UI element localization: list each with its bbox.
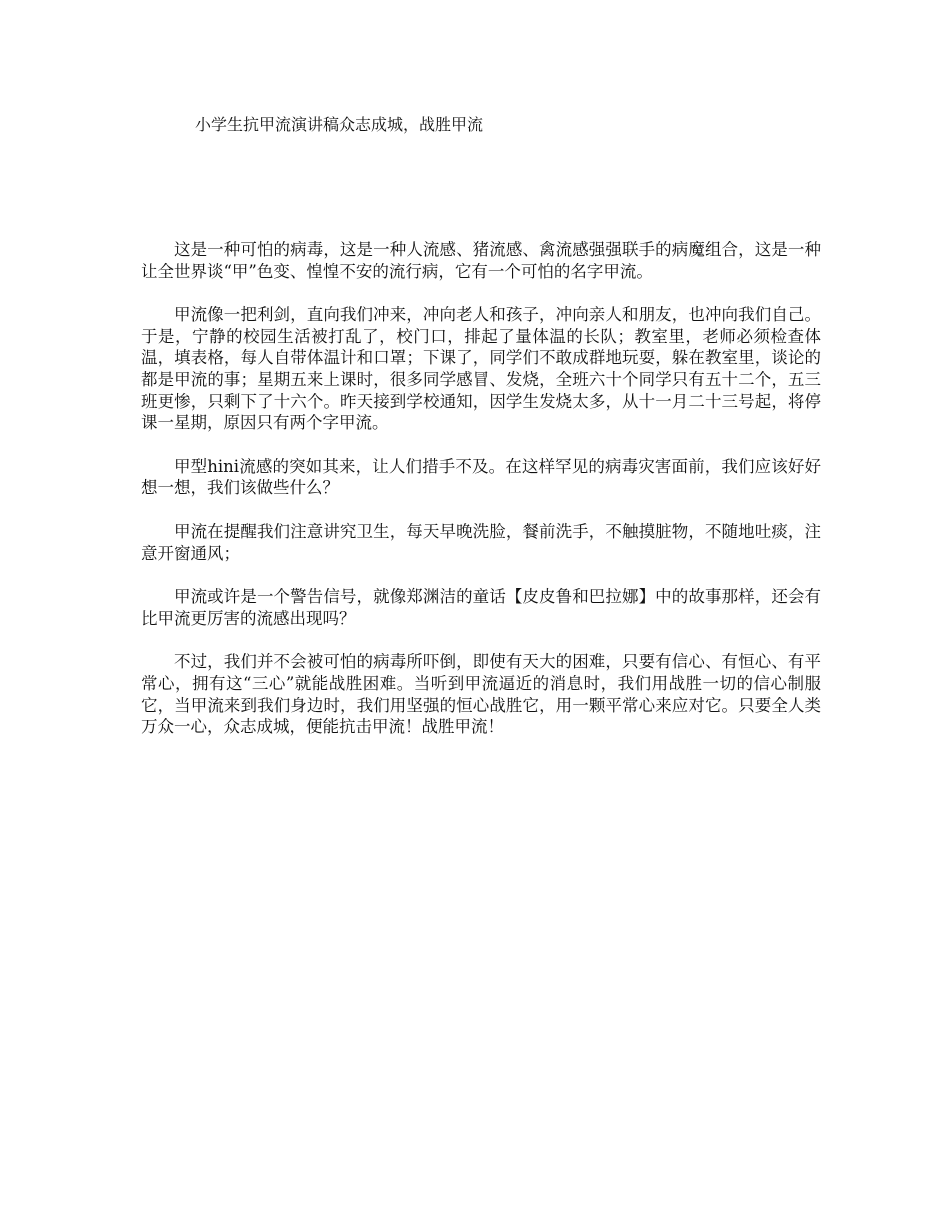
paragraph: 甲型hini流感的突如其来，让人们措手不及。在这样罕见的病毒灾害面前，我们应该好好想一想，我们该做些什么？ [141, 456, 821, 498]
paragraph: 甲流像一把利剑，直向我们冲来，冲向老人和孩子，冲向亲人和朋友，也冲向我们自己。于是，宁静的校园生活被打乱了，校门口，排起了量体温的长队；教室里，老师必须检查体温，填表格，每人自带体温计和口罩；下课了，同学们不敢成群地玩耍，躲在教室里，谈论的都是甲流的事；星期五来上课时，很多同学感冒、发烧，全班六十个同学只有五十二个，五三班更惨，只剩下了十六个。昨天接到学校通知，因学生发烧太多，从十一月二十三号起，将停课一星期，原因只有两个字甲流。 [141, 305, 821, 433]
paragraph: 甲流在提醒我们注意讲究卫生，每天早晚洗脸，餐前洗手，不触摸脏物，不随地吐痰，注意开窗通风； [141, 521, 821, 563]
paragraph: 这是一种可怕的病毒，这是一种人流感、猪流感、禽流感强强联手的病魔组合，这是一种让全世界谈“甲”色变、惶惶不安的流行病，它有一个可怕的名字甲流。 [141, 240, 821, 281]
paragraph: 不过，我们并不会被可怕的病毒所吓倒，即使有天大的困难，只要有信心、有恒心、有平常心，拥有这“三心”就能战胜困难。当听到甲流逼近的消息时，我们用战胜一切的信心制服它，当甲流来到我们身边时，我们用坚强的恒心战胜它，用一颗平常心来应对它。只要全人类万众一心，众志成城，便能抗击甲流！战胜甲流！ [141, 652, 821, 737]
document-body [141, 239, 821, 760]
document-title: 小学生抗甲流演讲稿众志成城，战胜甲流 [195, 115, 484, 134]
paragraph: 甲流或许是一个警告信号，就像郑渊洁的童话【皮皮鲁和巴拉娜】中的故事那样，还会有比甲流更厉害的流感出现吗？ [141, 587, 821, 628]
